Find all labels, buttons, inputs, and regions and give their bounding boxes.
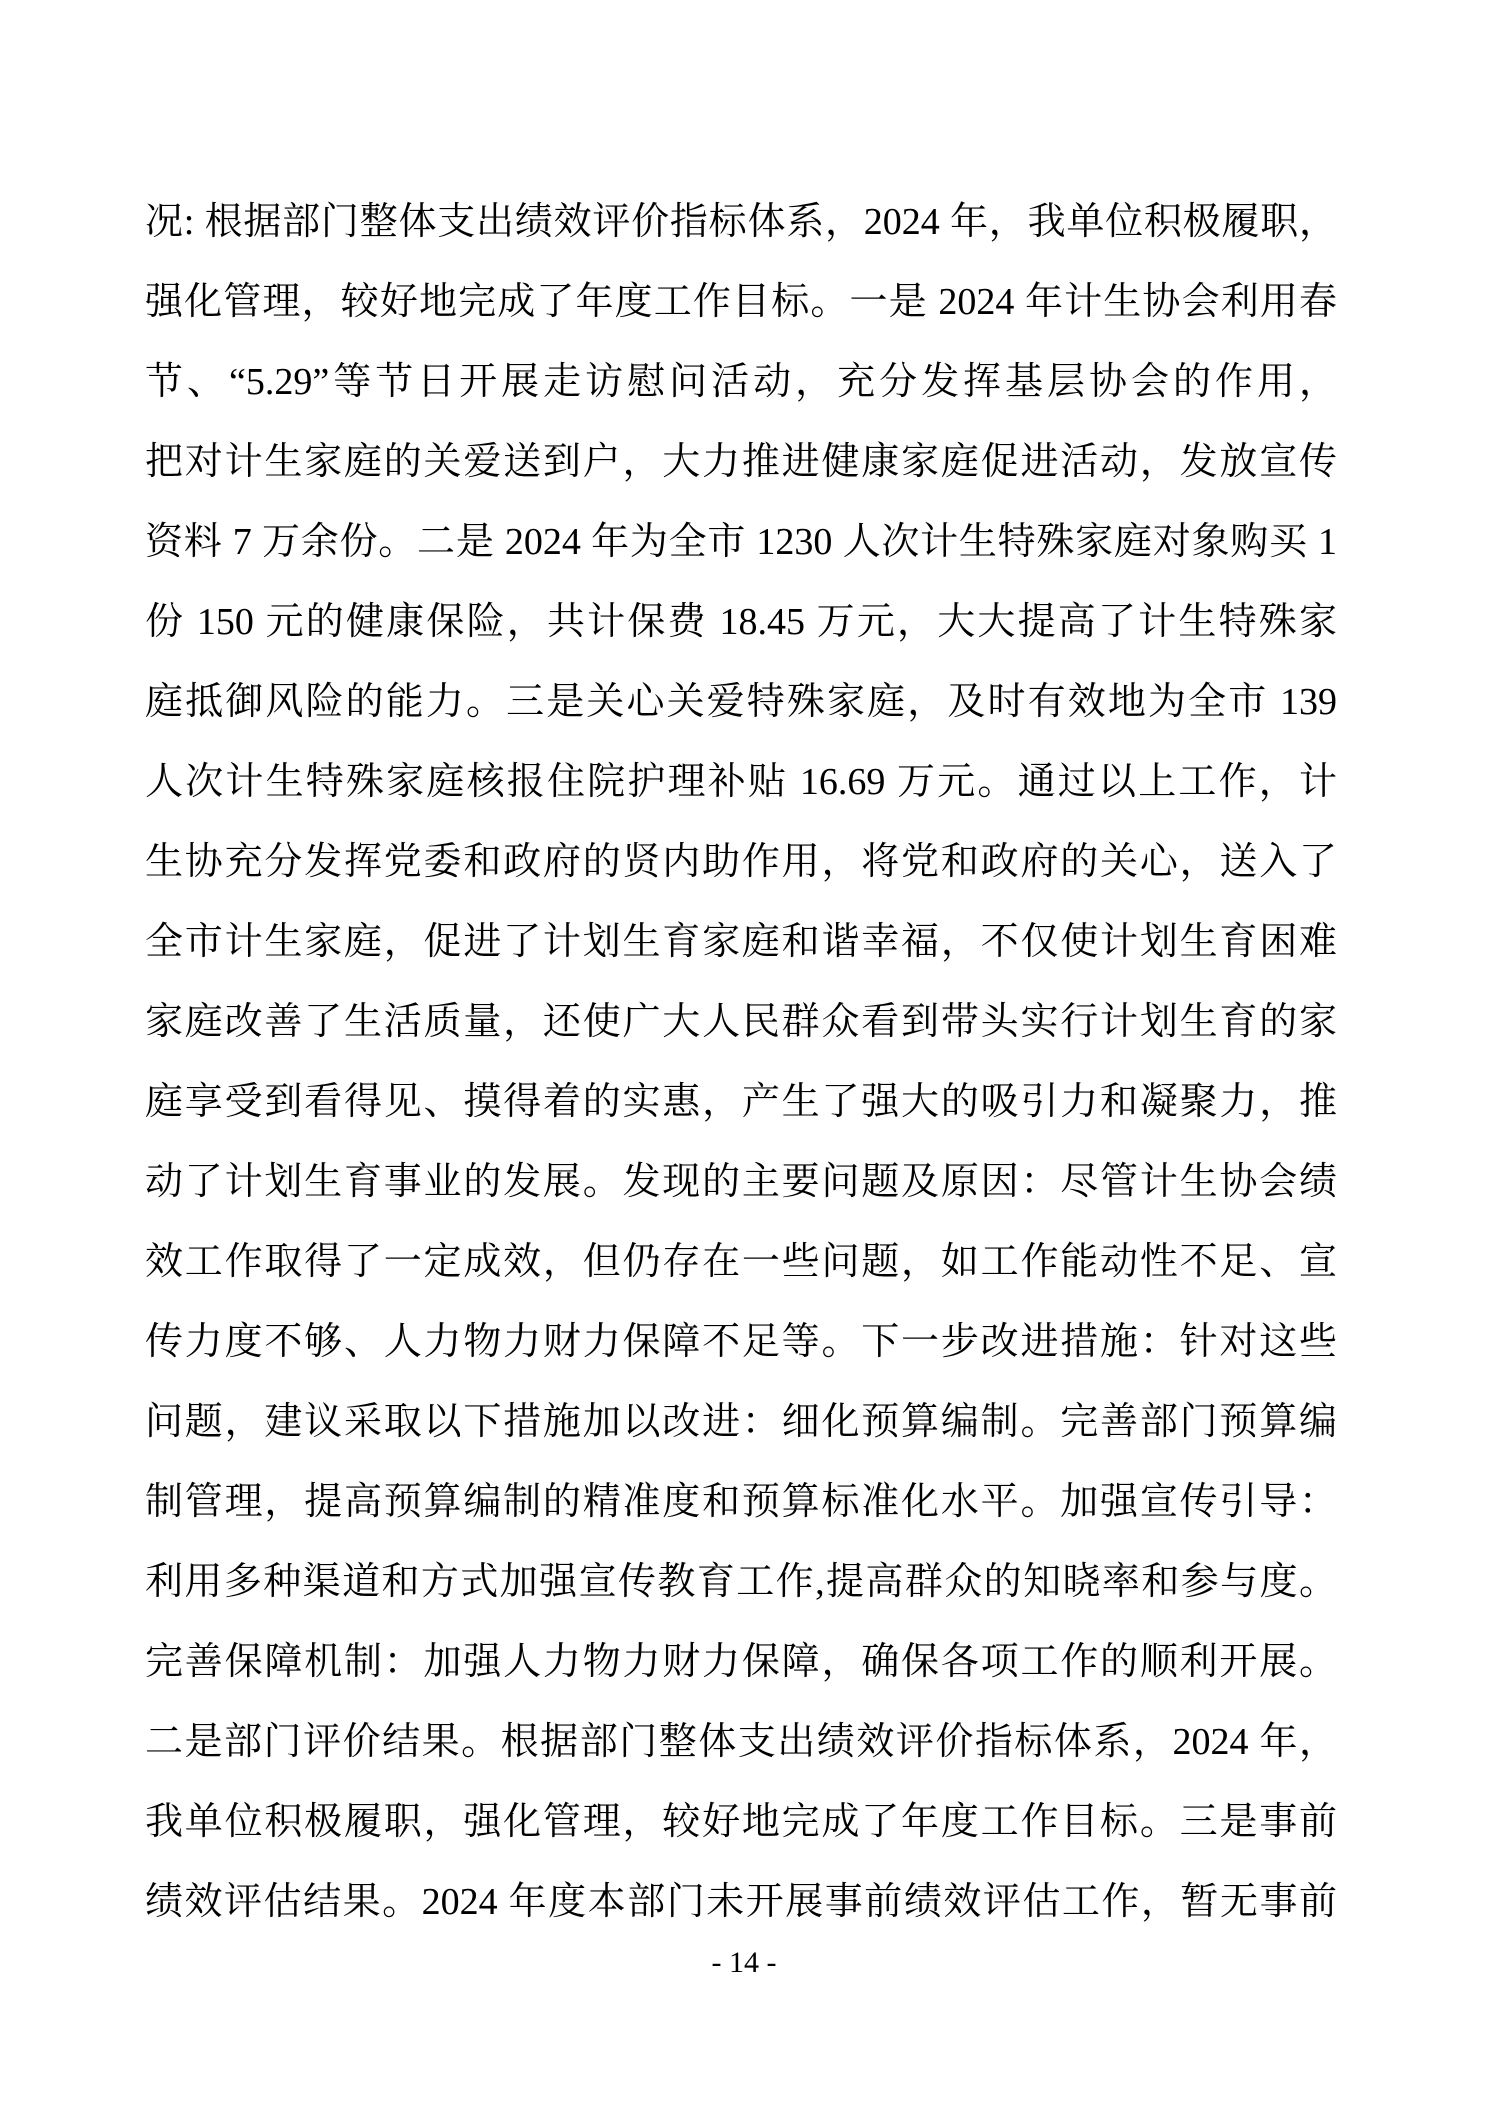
text-line: 二是部门评价结果。根据部门整体支出绩效评价指标体系，2024 年， — [145, 1721, 1337, 1763]
text-line: 制管理，提高预算编制的精准度和预算标准化水平。加强宣传引导： — [145, 1481, 1337, 1523]
text-line: 家庭改善了生活质量，还使广大人民群众看到带头实行计划生育的家 — [145, 1001, 1337, 1043]
text-line: 传力度不够、人力物力财力保障不足等。下一步改进措施：针对这些 — [145, 1321, 1337, 1363]
text-line: 绩效评估结果。2024 年度本部门未开展事前绩效评估工作，暂无事前 — [145, 1881, 1337, 1923]
text-line: 资料 7 万余份。二是 2024 年为全市 1230 人次计生特殊家庭对象购买 1 — [145, 521, 1337, 563]
text-line: 生协充分发挥党委和政府的贤内助作用，将党和政府的关心，送入了 — [145, 841, 1337, 883]
text-line: 份 150 元的健康保险，共计保费 18.45 万元，大大提高了计生特殊家 — [145, 601, 1337, 643]
text-line: 效工作取得了一定成效，但仍存在一些问题，如工作能动性不足、宣 — [145, 1241, 1337, 1283]
text-line: 节、“5.29”等节日开展走访慰问活动，充分发挥基层协会的作用， — [145, 361, 1337, 403]
text-line: 况: 根据部门整体支出绩效评价指标体系，2024 年，我单位积极履职， — [145, 201, 1337, 243]
document-body — [145, 182, 1337, 1942]
text-line: 我单位积极履职，强化管理，较好地完成了年度工作目标。三是事前 — [145, 1801, 1337, 1843]
text-line: 全市计生家庭，促进了计划生育家庭和谐幸福，不仅使计划生育困难 — [145, 921, 1337, 963]
page-number: - 14 - — [711, 1946, 777, 1979]
text-line: 利用多种渠道和方式加强宣传教育工作,提高群众的知晓率和参与度。 — [145, 1561, 1337, 1603]
text-line: 完善保障机制：加强人力物力财力保障，确保各项工作的顺利开展。 — [145, 1641, 1337, 1683]
text-line: 把对计生家庭的关爱送到户，大力推进健康家庭促进活动，发放宣传 — [145, 441, 1337, 483]
text-line: 动了计划生育事业的发展。发现的主要问题及原因：尽管计生协会绩 — [145, 1161, 1337, 1203]
text-line: 强化管理，较好地完成了年度工作目标。一是 2024 年计生协会利用春 — [145, 281, 1337, 323]
text-line: 庭享受到看得见、摸得着的实惠，产生了强大的吸引力和凝聚力，推 — [145, 1081, 1337, 1123]
text-line: 人次计生特殊家庭核报住院护理补贴 16.69 万元。通过以上工作，计 — [145, 761, 1337, 803]
text-line: 庭抵御风险的能力。三是关心关爱特殊家庭，及时有效地为全市 139 — [145, 681, 1337, 723]
text-line: 问题，建议采取以下措施加以改进：细化预算编制。完善部门预算编 — [145, 1401, 1337, 1443]
